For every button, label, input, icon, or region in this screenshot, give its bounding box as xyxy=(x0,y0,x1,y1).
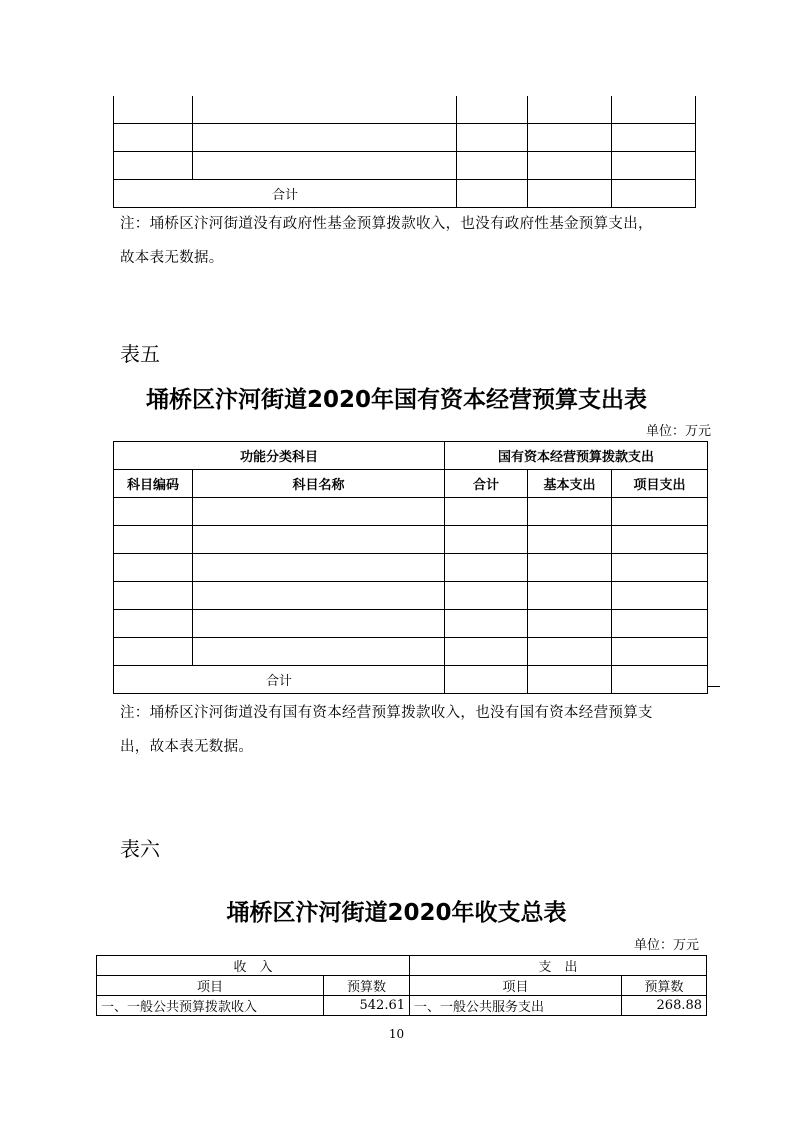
header-row xyxy=(97,956,707,976)
income-value: 542.61 xyxy=(324,996,410,1016)
table-cell xyxy=(114,554,193,582)
table-cell xyxy=(114,638,193,666)
header-income: 收 入 xyxy=(97,956,410,976)
table-cell xyxy=(612,498,708,526)
table-cell xyxy=(528,638,612,666)
table-cell xyxy=(528,582,612,610)
note-2-line-2: 出，故本表无数据。 xyxy=(120,739,254,755)
table-cell xyxy=(445,526,528,554)
table-cell xyxy=(114,124,193,152)
table-cell xyxy=(528,610,612,638)
table-cell xyxy=(193,152,457,180)
table-cell xyxy=(193,638,445,666)
header-item: 项目 xyxy=(97,976,324,996)
table-cell xyxy=(457,96,528,124)
table-cell xyxy=(193,124,457,152)
top-table xyxy=(113,96,696,208)
table-row xyxy=(114,124,696,152)
table-cell xyxy=(612,124,696,152)
table-edge-line xyxy=(707,686,720,687)
total-row xyxy=(114,180,696,208)
table-cell xyxy=(114,498,193,526)
table-cell xyxy=(528,152,612,180)
table-cell xyxy=(457,180,528,208)
section-6-title: 埇桥区汴河街道2020年收支总表 xyxy=(226,900,567,926)
table-cell xyxy=(528,180,612,208)
table-cell xyxy=(193,96,457,124)
table-cell xyxy=(528,554,612,582)
table-cell xyxy=(528,96,612,124)
note-1-line-1: 注：埇桥区汴河街道没有政府性基金预算拨款收入，也没有政府性基金预算支出， xyxy=(120,216,653,232)
header-budget: 预算数 xyxy=(622,976,707,996)
table-row xyxy=(114,96,696,124)
header-name: 科目名称 xyxy=(193,470,445,498)
table-cell xyxy=(612,180,696,208)
table-cell xyxy=(528,666,612,694)
section-5-title: 埇桥区汴河街道2020年国有资本经营预算支出表 xyxy=(145,387,647,413)
header-row xyxy=(114,470,708,498)
header-row xyxy=(114,442,708,470)
table-cell xyxy=(193,582,445,610)
header-group-left: 功能分类科目 xyxy=(114,442,445,470)
table-cell xyxy=(457,124,528,152)
income-item: 一、一般公共预算拨款收入 xyxy=(97,996,324,1016)
table-cell xyxy=(612,554,708,582)
header-budget: 预算数 xyxy=(324,976,410,996)
table-row xyxy=(97,996,707,1016)
header-code: 科目编码 xyxy=(114,470,193,498)
table-cell xyxy=(445,610,528,638)
table-cell xyxy=(114,96,193,124)
income-expense-table xyxy=(96,955,707,1016)
table-cell xyxy=(612,582,708,610)
header-total: 合计 xyxy=(445,470,528,498)
note-1-line-2: 故本表无数据。 xyxy=(120,250,224,266)
table-cell xyxy=(445,666,528,694)
table-cell xyxy=(193,498,445,526)
table-row xyxy=(114,554,708,582)
note-1 xyxy=(120,213,720,269)
table-cell xyxy=(457,152,528,180)
table-row xyxy=(114,526,708,554)
table-cell xyxy=(193,526,445,554)
table-cell xyxy=(445,638,528,666)
table-cell xyxy=(114,526,193,554)
header-row xyxy=(97,976,707,996)
table-cell xyxy=(612,152,696,180)
expense-item: 一、一般公共服务支出 xyxy=(410,996,622,1016)
total-row xyxy=(114,666,708,694)
table-cell xyxy=(193,554,445,582)
header-item: 项目 xyxy=(410,976,622,996)
table-cell xyxy=(612,610,708,638)
section-6-unit: 单位：万元 xyxy=(634,938,700,953)
note-2-line-1: 注：埇桥区汴河街道没有国有资本经营预算拨款收入，也没有国有资本经营预算支 xyxy=(120,705,653,721)
expense-value: 268.88 xyxy=(622,996,707,1016)
header-project: 项目支出 xyxy=(612,470,708,498)
table-row xyxy=(114,610,708,638)
table-cell xyxy=(612,638,708,666)
table-cell xyxy=(612,96,696,124)
table-cell xyxy=(445,554,528,582)
table-row xyxy=(114,152,696,180)
table-cell xyxy=(193,610,445,638)
table-cell xyxy=(114,582,193,610)
table-row xyxy=(114,582,708,610)
table-cell xyxy=(528,498,612,526)
total-label: 合计 xyxy=(114,180,457,208)
table-cell xyxy=(445,498,528,526)
table-cell xyxy=(445,582,528,610)
table-cell xyxy=(114,610,193,638)
table-cell xyxy=(612,526,708,554)
state-capital-table xyxy=(113,441,708,694)
header-group-right: 国有资本经营预算拨款支出 xyxy=(445,442,708,470)
section-5-label: 表五 xyxy=(120,342,160,366)
table-row xyxy=(114,638,708,666)
table-cell xyxy=(114,152,193,180)
note-2 xyxy=(120,702,720,758)
header-basic: 基本支出 xyxy=(528,470,612,498)
header-expense: 支 出 xyxy=(410,956,707,976)
total-label: 合计 xyxy=(114,666,445,694)
table-cell xyxy=(528,526,612,554)
page-number: 10 xyxy=(388,1027,405,1041)
section-5-unit: 单位：万元 xyxy=(646,424,712,439)
table-cell xyxy=(612,666,708,694)
table-row xyxy=(114,498,708,526)
section-6-label: 表六 xyxy=(120,837,160,861)
table-cell xyxy=(528,124,612,152)
